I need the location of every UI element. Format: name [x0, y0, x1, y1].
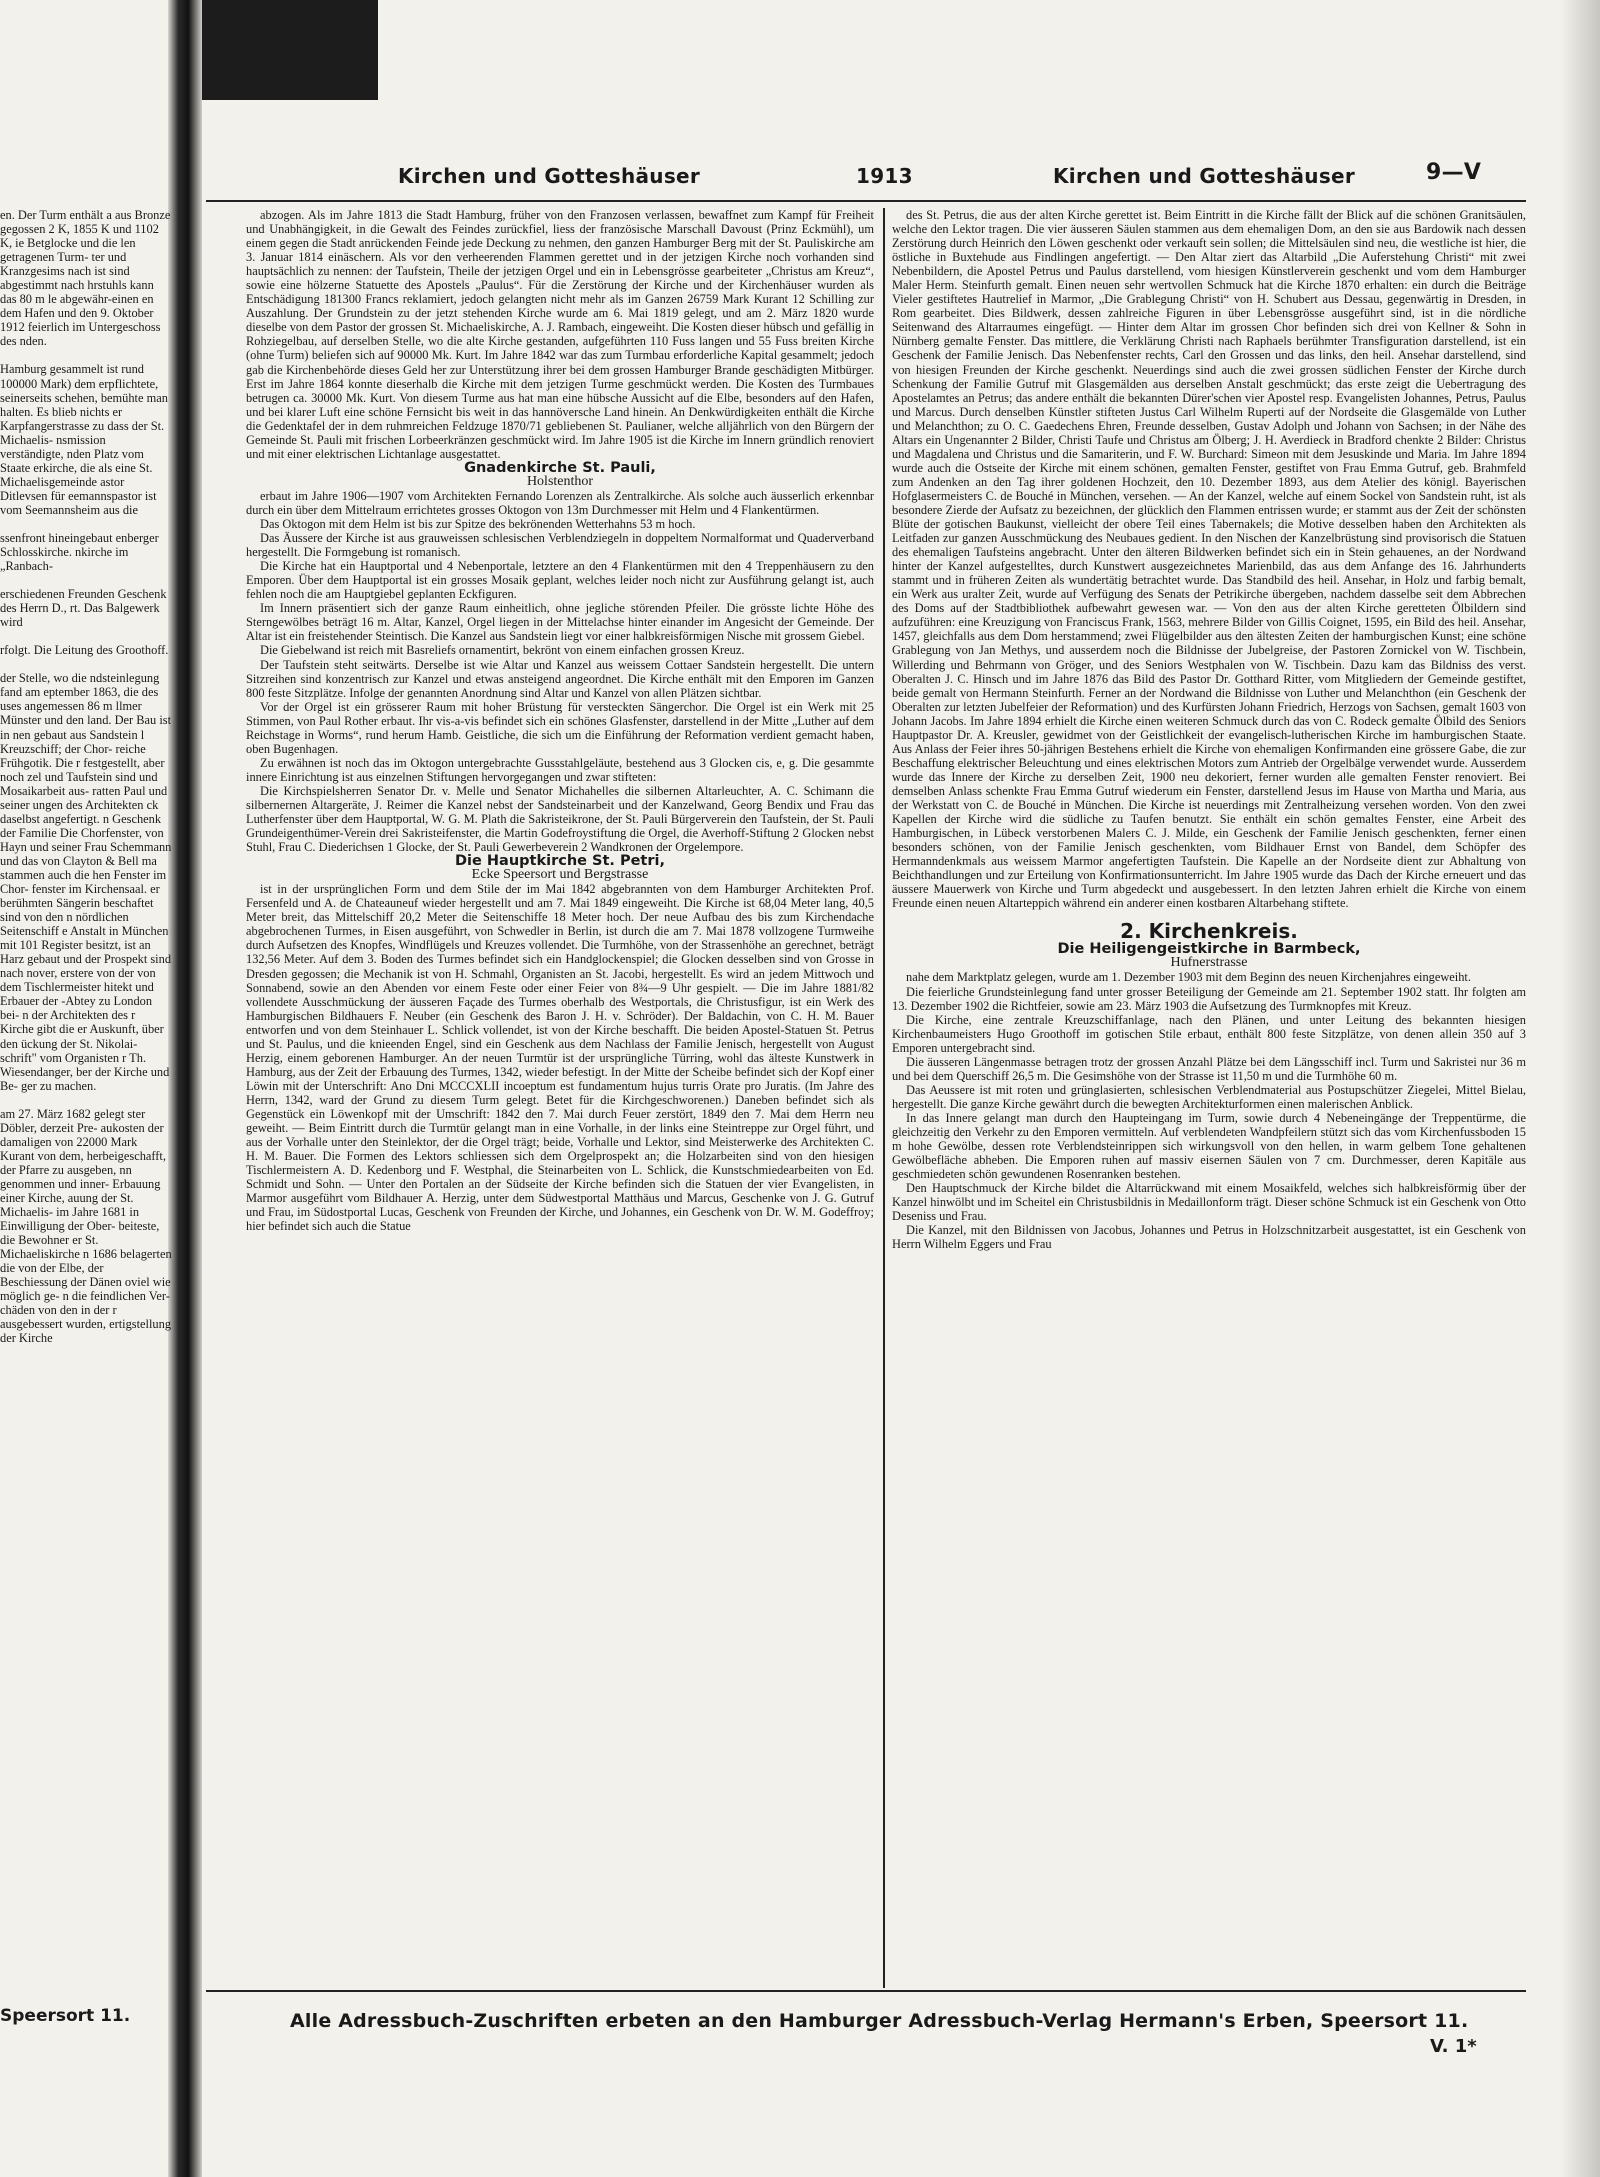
pauli-history-text: abzogen. Als im Jahre 1813 die Stadt Hamburg, früher von den Franzosen verlassen, bewaffnet zum Kampf für Freiheit und Unabhängigkeit, in die Gewalt des Feindes zurückfiel, liess der französische Marschall Davoust (Prinz Eckmühl), um einem gegen die Stadt anrückenden Feinde jede Deckung zu nehmen, den ganzen Hamburger Berg mit der St. Pauliskirche am 3. Januar 1814 einäschern. Als vor den verheerenden Flammen gerettet und in der jetzigen Kirche noch vorhanden sind hauptsächlich zu nennen: der Taufstein, Theile der jetzigen Orgel und ein in Lebensgrösse gearbeiteter „Christus am Kreuz“, sowie eine hölzerne Statuette des Apostels „Paulus“. Für die Zerstörung der Kirche und der Kirchenhäuser wurden als Entschädigung 181300 Francs reklamiert, jedoch gelangten nicht mehr als im Ganzen 26759 Mark Kurant 12 Schilling zur Auszahlung. Der Grundstein zu der jetzt stehenden Kirche wurde am 6. Mai 1819 gelegt, und am 2. März 1820 wurde dieselbe von dem Pastor der grossen St. Michaeliskirche, A. J. Rambach, eingeweiht. Die Kosten dieser hübsch und gefällig in Rohziegelbau, auf derselben Stelle, wo die alte Kirche gestanden, aufgeführten 110 Fuss langen und 55 Fuss breiten Kirche (ohne Turm) beliefen sich auf 90000 Mk. Kurt. Im Jahre 1842 war das zum Turmbau erforderliche Kapital gesammelt; jedoch gab die Kirchenbehörde dieses Geld her zur Unterstützung ihrer bei dem grossen Hamburger Brande geschädigten Mitbürger. Erst im Jahre 1864 konnte dieserhalb die Kirche mit dem jetzigen Turme geschmückt werden. Die Kosten des Turmbaues betrugen ca. 30000 Mk. Kurt. Von diesem Turme aus hat man eine hübsche Aussicht auf die Elbe, besonders auf den Hafen, und bei klarer Luft eine schöne Fernsicht bis weit in das hannöversche Land hinein. An Denkwürdigkeiten enthält die Kirche die Gedenktafel der in dem ruhmreichen Feldzuge 1870/71 gebliebenen St. Paulianer, welche alljährlich von den Bürgern der Gemeinde St. Pauli mit frischen Lorbeerkränzen geschmückt wird. Im Jahre 1905 ist die Kirche im Innern gründlich renoviert und mit einer elektrischen Lichtanlage ausgestattet. [246, 208, 874, 461]
page-number: 9—V [1426, 160, 1482, 185]
running-head-left: Kirchen und Gotteshäuser [398, 164, 701, 188]
publisher-footer: Alle Adressbuch-Zuschriften erbeten an den Hamburger Adressbuch-Verlag Hermann's Erben, Speersort 11. [290, 2010, 1469, 2032]
left-fragment-para: Hamburg gesammelt ist rund 100000 Mark) dem erpflichtete, seinerseits schehen, bemühte man halten. Es blieb nichts er Karpfangerstrasse zu dass der St. Michaelis- nsmission verständigte, nden Platz vom Staate erkirche, die als eine St. Michaelisgemeinde astor Ditlevsen für eemannspastor ist vom Seemannsheim aus die [0, 362, 168, 517]
body-paragraph: Die Kirchspielsherren Senator Dr. v. Melle und Senator Michahelles die silbernen Altarleuchter, A. C. Schimann die silbernernen Altargeräte, J. Reimer die Kanzel nebst der Sandsteinarbeit und der Kanzelwand, Georg Bendix und Frau das Lutherfenster über dem Hauptportal, W. G. M. Plath die Sakristeikrone, der St. Pauli Bürgerverein den Taufstein, der St. Pauli Grundeigenthümer-Verein drei Sakristeifenster, die Martin Godefroystiftung die Orgel, die Averhoff-Stiftung 2 Glocken nebst Stuhl, Frau C. Diederichsen 1 Glocke, der St. Pauli Gewerbeverein 2 Wandkronen der Orgelempore. [246, 783, 874, 855]
left-page-fragment [0, 208, 172, 1360]
section-title-gnadenkirche: Gnadenkirche St. Pauli, [464, 459, 656, 476]
body-paragraph: ist in der ursprünglichen Form und dem Stile der im Mai 1842 abgebrannten von dem Hamburger Architekten Prof. Fersenfeld und A. de Chateauneuf wieder hergestellt und am 7. Mai 1849 eingeweiht. Die Kirche ist 68,04 Meter lang, 40,5 Meter breit, das Mittelschiff 20,2 Meter die Seitenschiffe 18 Meter hoch. Der neue Aufbau des bis zum Kirchendache abgebrochenen Turmes, in Eisen ausgeführt, von Schwedler in Berlin, ist durch die am 7. Mai 1878 vollzogene Turmweihe durch Aufsetzen des Knopfes, Windflügels und Kreuzes vollendet. Die Turmhöhe, von der Strassenhöhe an gerechnet, beträgt 132,56 Meter. Auf dem 3. Boden des Turmes befindet sich ein Handglockenspiel; die Glocken desselben sind von Grosse in Dresden gegossen; die Mechanik ist von H. Schmahl, Organisten an St. Jacobi, hergestellt. Es wird an jedem Mittwoch und Sonnabend, sowie an den Abenden vor einem Feste oder einer Feier von 8¾—9 Uhr gespielt. — Die im Jahre 1881/82 vollendete Ausschmückung der äusseren Façade des Turmes oberhalb des Westportals, die Christusfigur, ist ein Werk des Hamburgischen Bildhauers F. Neuber (ein Geschenk des Baron J. H. v. Schröder). Der Baldachin, von C. H. M. Bauer entworfen und von dem Steinhauer L. Schlick vollendet, ist von der Kirche beschafft. Die beiden Apostel-Statuen St. Petrus und St. Paulus, und die knieenden Engel, sind ein Geschenk aus dem Nachlass der Familie Jenisch, hergestellt von August Herzig, einem geborenen Hamburger. An der neuen Turmtür ist der ursprüngliche Türring, wohl das älteste Kunstwerk in Hamburg, aus der Zeit der Erbauung des Turmes, 1342, wieder befestigt. In der Mitte der Scheibe befindet sich der Kopf einer Löwin mit der Unterschrift: Ano Dni MCCCXLII incoeptum est fundamentum hujus turris Orate pro Juratis. (Im Jahre des Herrn, 1342, ward der Grund zu diesem Turm gelegt. Betet für die Kirchgeschworenen.) Daneben befindet sich als Gegenstück ein Löwenkopf mit der Umschrift: 1842 den 7. Mai durch Feuer zerstört, 1849 den 7. Mai dem Herrn neu geweiht. — Beim Eintritt durch die Turmtür gelangt man in eine Vorhalle, in der links eine Steintreppe zur Orgel führt, und aus der Vorhalle unter den Steinlektor, der die Orgel trägt; beide, Vorhalle und Lektor, sind Meisterwerke des Architekten C. H. M. Bauer. Die Formen des Lektors schliessen sich dem Orgelprospekt an; die Holzarbeiten sind von den hiesigen Tischlermeistern A. D. Kedenborg und F. Westphal, die Steinarbeiten von L. Schlick, die Kunstschmiedearbeiten von Ed. Schmidt und Sohn. — Unter den Portalen an der Südseite der Kirche befinden sich die Statuen der vier Evangelisten, in Marmor ausgeführt vom Bildhauer A. Herzig, unter dem Südwestportal Matthäus und Marcus, Geschenke von J. G. Gutruf und Frau, im Südostportal Lucas, Geschenk von Freunden der Kirche, und Johannes, ein Geschenk von Dr. W. M. Godeffroy; hier befindet sich auch die Statue [246, 882, 874, 1234]
running-head-year: 1913 [856, 164, 913, 188]
body-paragraph: Die Kirche hat ein Hauptportal und 4 Nebenportale, letztere an den 4 Flankentürmen mit den 4 Treppenhäusern zu den Emporen. Über dem Hauptportal ist ein grosses Mosaik geplant, welches leider noch nicht zur Ausführung gelangt ist, auch fehlen noch die am Hauptgiebel geplanten Eckfiguren. [246, 559, 874, 602]
section-subtitle-gnadenkirche: Holstenthor [526, 473, 594, 489]
body-paragraph: Im Innern präsentiert sich der ganze Raum einheitlich, ohne jegliche störenden Pfeiler. Die grösste lichte Höhe des Sterngewölbes beträgt 16 m. Altar, Kanzel, Orgel liegen in der Mittelachse hinter einander im Angesicht der Gemeinde. Der Altar ist ein freistehender Steintisch. Die Kanzel aus Sandstein liegt vor einer halbkreisförmigen Nische mit grossem Giebel. [246, 601, 874, 644]
body-paragraph: nahe dem Marktplatz gelegen, wurde am 1. Dezember 1903 mit dem Beginn des neuen Kirchenjahres eingeweiht. [906, 970, 1471, 985]
body-paragraph: Das Aeussere ist mit roten und grünglasierten, schlesischen Verblendmaterial aus Postupschützer Ziegelei, Mittel Bielau, hergestellt. Die ganze Kirche gewährt durch die bewegten Architekturformen einen malerischen Anblick. [892, 1082, 1526, 1111]
section-subtitle-petri: Ecke Speersort und Bergstrasse [471, 867, 649, 883]
body-paragraph: Den Hauptschmuck der Kirche bildet die Altarrückwand mit einem Mosaikfeld, welches sich halbkreisförmig über der Kanzel hinwölbt und im Scheitel ein Christusbildnis in Medaillonform trägt. Dieser schöne Schmuck ist ein Geschenk von Otto Deseniss und Frau. [892, 1181, 1526, 1224]
body-paragraph: Die Kirche, eine zentrale Kreuzschiffanlage, nach den Plänen, und unter Leitung des bekannten hiesigen Kirchenbaumeisters Hugo Groothoff im gotischen Stile erbaut, enthält 800 feste Sitzplätze, von denen allein 350 auf 3 Emporen untergebracht sind. [892, 1012, 1526, 1055]
column-left [246, 208, 874, 1990]
body-paragraph: Das Oktogon mit dem Helm ist bis zur Spitze des bekrönenden Wetterhahns 53 m hoch. [260, 517, 696, 532]
petri-continued-text: des St. Petrus, die aus der alten Kirche gerettet ist. Beim Eintritt in die Kirche fällt der Blick auf die schönen Granitsäulen, welche den Lektor tragen. Die vier äusseren Säulen stammen aus dem ehemaligen Dom, an den sie aus Bardowik nach dessen Zerstörung durch Heinrich den Löwen geschenkt oder verkauft sein sollen; die Mittelsäulen sind neu, die westliche ist hier, die östliche in Buxtehude aus Findlingen angefertigt. — Den Altar ziert das Altarbild „Die Auferstehung Christi“ mit zwei Nebenbildern, die Apostel Petrus und Paulus darstellend, vom hiesigen Künstlerverein geschenkt und vom dem Hamburger Maler Herm. Steinfurth gemalt. Einen neuen sehr wertvollen Schmuck hat die Kirche 1870 erhalten: ein durch die Beiträge Vieler gestiftetes Hautrelief in Marmor, „Die Grablegung Christi“ von H. Schubert aus Dessau, gegenwärtig in Dresden, in Rom gearbeitet. Dies Bildwerk, dessen zahlreiche Figuren in über Lebensgrösse ausgeführt sind, ist in die nördliche Seitenwand des Altarraumes eingefügt. — Hinter dem Altar im grossen Chor befinden sich drei von Kellner & Sohn in Nürnberg gemalte Fenster. Das mittlere, die Verklärung Christi nach Raphaels berühmter Transfiguration darstellend, ist ein Geschenk der Familie Jenisch. Das Nebenfenster rechts, Carl den Grossen und das links, den heil. Ansehar darstellend, sind von hiesigen Freunden der Kirche geschenkt. Neuerdings sind auch die zwei grossen südlichen Fenster der Kirche durch Schenkung der Familie Gutruf mit Glasgemälden aus derselben Anstalt geschmückt; das erste zeigt die Uebertragung des Apostelamtes an Petrus; das andere enthält die bekannten Dürer'schen vier Apostel resp. Evangelisten Johannes, Petrus, Paulus und Marcus. Durch denselben Künstler stifteten Justus Carl Wilhelm Ruperti auf der Nordseite die Glasgemälde von Luther und Melanchthon; zu O. C. Gaedechens Ehren, Freunde desselben, Gustav Adolph und Johann von Sachsen; in der Nähe des Altars ein Ungenannter 2 Bilder, Christi Taufe und Christus am Ölberg; J. H. Averdieck in Bradford chenkte 2 Bilder: Christus und Magdalena und Christus und die Samariterin, und F. W. Burchard: Simeon mit dem Jesuskinde und Maria. Im Jahre 1894 wurde auch die Ostseite der Kirche mit einem schönen, gemalten Fenster, gestiftet von Frau Emma Gutruf, geb. Brahmfeld zum Andenken an den Tag ihrer goldenen Hochzeit, den 10. Dezember 1893, aus dem Atelier des königl. Bayerischen Hofglasermeisters C. de Bouché in München, versehen. — An der Kanzel, welche auf einem Sockel von Sandstein ruht, ist als besondere Zierde der Aufsatz zu bezeichnen, der glücklich den Flammen entrissen wurde; er stammt aus der Zeit der schönsten Blüte der gotischen Baukunst, vielleicht der obere Teil eines Tabernakels; die Motive desselben haben den Architekten als Leitfaden zur ganzen Ausschmückung des Neubaues gedient. In den Nischen der Kanzelbrüstung sind provisorisch die Statuen des ehemaligen Taufsteins angebracht. Unter den älteren Bildwerken befindet sich ein in Stein gehauenes, an der Nordwand hinter der Kanzel aufgestelltes, durch Kunstwert ausgezeichnetes Marienbild, das aus dem Anfange des 16. Jahrhunderts stammt und in früheren Zeiten als wundertätig betrachtet wurde. Das Standbild des heil. Ansehar, in Holz und farbig bemalt, ein Werk aus uralter Zeit, wurde auf Verfügung des Senats der Petrikirche übergeben, nachdem dasselbe seit dem Abbrechen des Doms auf der Stadtbibliothek aufbewahrt gewesen war. — Von den aus der alten Kirche geretteten Ölbildern sind aufzuführen: eine Kreuzigung von Franciscus Frank, 1563, mehrere Bilder von Gillis Coignet, 1595, ein Bild des heil. Ansehar, 1457, gleichfalls aus dem Dom herstammend; zwei Flügelbilder aus den ältesten Zeiten der hamburgischen Kunst; eine schöne Grablegung von Jan Methys, und ausserdem noch die Bildnisse der Jubelgreise, der Pastoren Zornickel von W. Tischbein, Willerding und Behrmann von Gröger, und des Seniors Westphalen von W. Tischbein. Dazu kam das Bildniss des verst. Oberalten J. C. Hinsch und im Jahre 1876 das Bild des Pastor Dr. Gotthard Ritter, vom Mitgliedern der Gemeinde gestiftet, beide gemalt von Hermann Steinfurth. Ferner an der Nordwand die Bildnisse von Luther und Melanchthon (ein Geschenk der Oberalten zur letzten Jubelfeier der Reformation) und des Kurfürsten Johann Friedrich, Herzogs von Sachsen, gemalt 1603 von Johann Jacobs. Im Jahre 1894 erhielt die Kirche einen weiteren Schmuck durch das von C. Rodeck gemalte Ölbild des Seniors Hauptpastor Dr. A. Kreusler, gewidmet von der Geistlichkeit der evangelisch-lutherischen Kirche im hamburgischen Staate. Aus Anlass der Feier ihres 50-jährigen Bestehens erhielt die Kirche von ehemaligen Konfirmanden eine grössere Gabe, die zur Beschaffung elektrischer Beleuchtung und eines elektrischen Motors zum Antrieb der Orgelbälge verwendet wurde. Ausserdem wurde das Innere der Kirche zu derselben Zeit, 1900 neu dekoriert, ferner wurden alle gemalten Fenster renoviert. Bei demselben Anlass schenkte Frau Emma Gutruf wiederum ein Fenster, darstellend Jesus im Hause von Martha und Maria, aus der Werkstatt von C. de Bouché in München. Die Kirche ist neuerdings mit Zentralheizung versehen worden. Von den zwei Kapellen der Kirche wird die südliche zu Taufen benutzt. Sie enthält ein schön gemaltes Fenster, eine Arbeit des Hamburgischen, in Lübeck verstorbenen Malers C. J. Milde, ein Geschenk der Familie Jenisch geschenkten, ferner einen besonders schönen, von der Familie Jenisch geschenkten, vom Bildhauer Ernst von Bandel, dem Schöpfer des Hermanndenkmals aus weissem Marmor angefertigten Taufstein. Die Kapelle an der Nordseite dient zur Abhaltung von Beichthandlungen und zur Erteilung von Konfirmationsunterricht. Im Jahre 1905 wurde das Dach der Kirche erneuert und das äussere Mauerwerk von Kirche und Turm abgedeckt und ausgebessert. In den letzten Jahren erhielt die Kirche von einem Freunde einen neuen Altarteppich während ein anderer einen kostbaren Altarbehang stiftete. [892, 208, 1526, 911]
section-title-kirchenkreis: 2. Kirchenkreis. [1120, 919, 1298, 944]
column-divider [883, 208, 885, 1988]
body-paragraph: Der Taufstein steht seitwärts. Derselbe ist wie Altar und Kanzel aus weissem Cottaer Sandstein hergestellt. Die untern Sitzreihen sind konzentrisch zur Kanzel und etwas ansteigend angeordnet. Die Kirche enthält mit den Emporen im Ganzen 800 feste Sitzplätze. Infolge der genannten Anordnung sind Altar und Kanzel von allen Plätzen sichtbar. [246, 657, 874, 700]
signature-mark: V. 1* [1430, 2036, 1477, 2057]
left-fragment-para: rfolgt. Die Leitung des Groothoff. [0, 643, 169, 658]
section-subtitle-heiligengeist: Hufnerstrasse [1170, 955, 1248, 971]
body-paragraph: Die äusseren Längenmasse betragen trotz der grossen Anzahl Plätze bei dem Längsschiff incl. Turm und Sakristei nur 36 m und bei dem Querschiff 26,5 m. Die Gesimshöhe von der Strasse ist 11,50 m und die Turmhöhe 60 m. [892, 1054, 1526, 1083]
footer-rule [206, 1990, 1526, 1992]
left-fragment-para: ssenfront hineingebaut enberger Schlosskirche. nkirche im „Ranbach- [0, 530, 159, 574]
left-page-footer: Speersort 11. [0, 2006, 131, 2026]
body-paragraph: Das Äussere der Kirche ist aus grauweissen schlesischen Verblendziegeln in doppeltem Normalformat und Quaderverband hergestellt. Die Formgebung ist romanisch. [246, 531, 874, 560]
header-rule [206, 200, 1526, 202]
book-spine [168, 0, 202, 2177]
left-fragment-para: am 27. März 1682 gelegt ster Döbler, derzeit Pre- aukosten der damaligen von 22000 Mark Kurant von dem, herbeigeschafft, der Pfarre zu ausgeben, nn genommen und inner- Erbauung einer Kirche, auung der St. Michaelis- im Jahre 1681 in Einwilligung der Ober- beiteste, die Bewohner er St. Michaeliskirche n 1686 belagerten die von der Elbe, der Beschiessung der Dänen oviel wie möglich ge- n die feindlichen Ver- chäden von den in der r ausgebessert wurden, ertigstellung der Kirche [0, 1106, 172, 1346]
body-paragraph: Die feierliche Grundsteinlegung fand unter grosser Beteiligung der Gemeinde am 21. September 1902 statt. Ihr folgten am 13. Dezember 1902 die Richtfeier, sowie am 23. März 1903 die Aufsetzung des Turmknopfes mit Kreuz. [892, 984, 1526, 1013]
section-title-petri: Die Hauptkirche St. Petri, [455, 853, 665, 870]
running-head-right: Kirchen und Gotteshäuser [1053, 164, 1356, 188]
body-paragraph: Zu erwähnen ist noch das im Oktogon untergebrachte Gussstahlgeläute, bestehend aus 3 Glocken cis, e, g. Die gesammte innere Einrichtung ist aus einzelnen Stiftungen hervorgegangen und zwar stifteten: [246, 755, 874, 784]
body-paragraph: erbaut im Jahre 1906—1907 vom Architekten Fernando Lorenzen als Zentralkirche. Als solche auch äusserlich erkennbar durch ein über dem Mittelraum errichtetes grosses Oktogon von 13m Durchmesser mit Helm und 4 Flankentürmen. [246, 488, 874, 517]
body-paragraph: Die Giebelwand ist reich mit Basreliefs ornamentirt, bekrönt von einem einfachen grossen Kreuz. [260, 643, 745, 658]
left-fragment-para: erschiedenen Freunden Geschenk des Herrn D., rt. Das Balgewerk wird [0, 587, 167, 630]
body-paragraph: Vor der Orgel ist ein grösserer Raum mit hoher Brüstung für versteckten Sängerchor. Die Orgel ist ein Werk mit 25 Stimmen, von Paul Rother erbaut. Ihr vis-a-vis befindet sich ein schönes Glasfenster, darstellend in der Mitte „Luther auf dem Reichstage in Worms“, rund herum Hamb. Geistliche, die sich um die Einführung der Reformation verdient gemacht haben, oben Bugenhagen. [246, 699, 874, 756]
body-paragraph: Die Kanzel, mit den Bildnissen von Jacobus, Johannes und Petrus in Holzschnitzarbeit ausgestattet, ist ein Geschenk von Herrn Wilhelm Eggers und Frau [892, 1223, 1526, 1252]
column-right [892, 208, 1526, 1990]
left-fragment-para: en. Der Turm enthält a aus Bronze gegossen 2 K, 1855 K und 1102 K, ie Betglocke und die len getragenen Turm- ter und Kranzgesims nach ist sind abgestimmt nach hrstuhls kann das 80 m le abgewähr-einen en dem Hafen und den 9. Oktober 1912 feierlich im Untergeschoss des nden. [0, 208, 171, 349]
page-edge-shadow [1560, 0, 1600, 2177]
body-paragraph: In das Innere gelangt man durch den Haupteingang im Turm, sowie durch 4 Nebeneingänge der Treppentürme, die gleichzeitig den Verkehr zu den Emporen vermitteln. Auf verblendeten Wandpfeilern stützt sich das vom Kirchenfussboden 15 m hohe Gewölbe, dessen rote Verblendsteinrippen sich wirkungsvoll von den hellen, in warm gelbem Tone gehaltenen Gewölbefläche abheben. Die Emporen ruhen auf massiv eisernen Säulen von 7 cm. Durchmesser, deren Kapitäle aus geschmiedeten schön gewundenen Rosenranken bestehen. [892, 1110, 1526, 1182]
left-fragment-para: der Stelle, wo die ndsteinlegung fand am eptember 1863, die des uses angemessen 86 m llmer Münster und den land. Der Bau ist in nen gebaut aus Sandstein l Kreuzschiff; der Chor- reiche Frühgotik. Die r festgestellt, aber noch zel und Taufstein sind und Mosaikarbeit aus- ratten Paul und seiner ungen des Architekten ck daselbst angefertigt. n Geschenk der Familie Die Chorfenster, von Hayn und seiner Frau Schemmann und das von Clayton & Bell ma stammen auch die hen Fenster im Chor- fenster im Kirchensaal. er berühmten Sängerin beschaftet sind von den n nördlichen Seitenschiff e Anstalt in München mit 101 Register besitzt, ist an Harz gebaut und der Prospekt sind nach nover, erstere von der von dem Tischlermeister hitekt und Erbauer der -Abtey zu London bei- n der Architekten des r Kirche gibt die er Auskunft, über den ückung der St. Nikolai- schrift" vom Organisten r Th. Wiesendanger, ber der Kirche und Be- ger zu machen. [0, 671, 172, 1093]
section-title-heiligengeist: Die Heiligengeistkirche in Barmbeck, [1057, 941, 1361, 958]
